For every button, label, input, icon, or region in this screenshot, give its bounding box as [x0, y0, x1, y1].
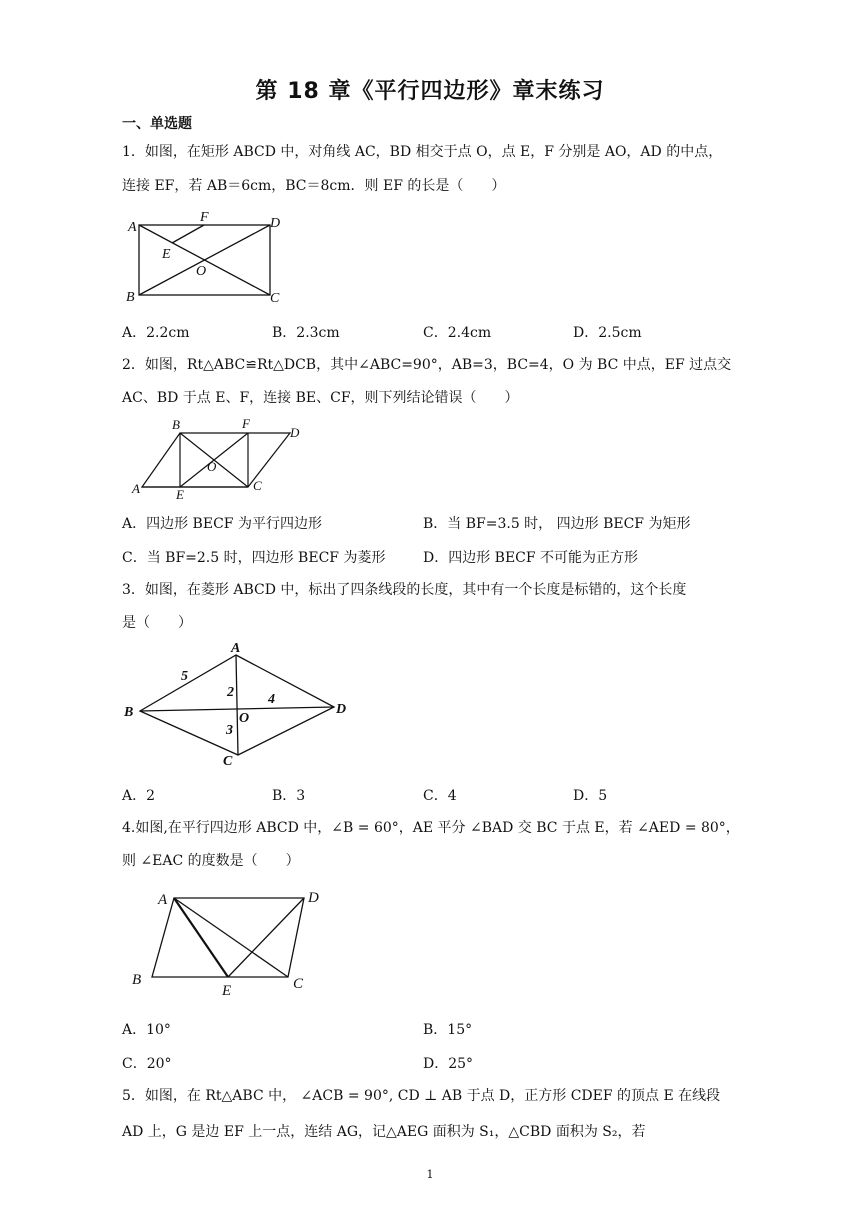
q3-text-line2: 是（ ） [122, 615, 192, 631]
q3-length-4: 4 [268, 692, 275, 707]
q3-length-3: 3 [226, 723, 233, 738]
q1-text-line1: 1．如图，在矩形 ABCD 中，对角线 AC，BD 相交于点 O，点 E，F 分别是 AO，AD 的中点， [122, 144, 723, 160]
q1-segment-ef [172, 225, 204, 243]
q4-option-a: A．10° [122, 1022, 171, 1038]
q4-segment-ac [174, 898, 288, 977]
q1-rectangle-figure [122, 205, 292, 305]
q1-label-o: O [196, 264, 207, 279]
q4-label-b: B [132, 972, 142, 988]
q2-option-c: C．当 BF=2.5 时，四边形 BECF 为菱形 [122, 550, 386, 566]
q2-label-f: F [242, 416, 250, 431]
page-number: 1 [426, 1168, 434, 1181]
q4-label-c: C [293, 976, 304, 992]
q1-label-c: C [270, 291, 280, 305]
q1-label-f: F [200, 210, 209, 225]
q4-label-a: A [158, 892, 168, 908]
q4-segment-ed [228, 898, 304, 977]
q4-outline [152, 898, 304, 977]
q3-label-o: O [239, 711, 250, 726]
q3-option-d: D．5 [573, 788, 608, 804]
q1-label-a: A [128, 220, 137, 235]
q2-parallelogram-figure [122, 415, 312, 505]
q2-label-b: B [172, 417, 180, 432]
q1-option-d: D．2.5cm [573, 325, 642, 341]
q2-option-b: B．当 BF=3.5 时， 四边形 BECF 为矩形 [423, 516, 691, 532]
q5-text-line1: 5．如图，在 Rt△ABC 中， ∠ACB = 90°, CD ⊥ AB 于点 D，正方形 CDEF 的顶点 E 在线段 [122, 1088, 721, 1104]
q3-label-d: D [336, 702, 347, 717]
q4-text-line2: 则 ∠EAC 的度数是（ ） [122, 853, 300, 869]
q4-label-e: E [222, 983, 232, 999]
q2-text-line1: 2．如图，Rt△ABC≌Rt△DCB，其中∠ABC=90°，AB=3，BC=4，O 为 BC 中点，EF 过点交 [122, 357, 732, 373]
q1-option-c: C．2.4cm [423, 325, 492, 341]
q2-label-c: C [253, 478, 262, 493]
q3-option-b: B．3 [272, 788, 306, 804]
q3-option-c: C．4 [423, 788, 457, 804]
q3-length-2: 2 [227, 685, 234, 700]
q1-text-line2: 连接 EF，若 AB＝6cm，BC＝8cm．则 EF 的长是（ ） [122, 178, 506, 194]
q2-text-line2: AC、BD 于点 E、F，连接 BE、CF，则下列结论错误（ ） [122, 390, 519, 406]
q4-label-d: D [308, 890, 319, 906]
q3-text-line1: 3．如图，在菱形 ABCD 中，标出了四条线段的长度，其中有一个长度是标错的，这个长度 [122, 582, 687, 598]
q1-label-e: E [162, 247, 171, 262]
q2-label-a: A [132, 481, 140, 496]
q2-label-e: E [176, 487, 184, 502]
page-title: 第 18 章《平行四边形》章末练习 [255, 79, 605, 104]
q3-option-a: A．2 [122, 788, 156, 804]
q2-label-d: D [290, 425, 300, 440]
q4-option-d: D．25° [423, 1056, 474, 1072]
q3-label-b: B [124, 705, 134, 720]
q5-text-line2: AD 上，G 是边 EF 上一点，连结 AG，记△AEG 面积为 S₁，△CBD 面积为 S₂，若 [122, 1124, 646, 1140]
q3-length-5: 5 [181, 669, 188, 684]
q2-option-a: A．四边形 BECF 为平行四边形 [122, 516, 322, 532]
q4-text-line1: 4.如图,在平行四边形 ABCD 中，∠B = 60°，AE 平分 ∠BAD 交 BC 于点 E，若 ∠AED = 80°， [122, 820, 740, 836]
q1-option-b: B．2.3cm [272, 325, 340, 341]
section-heading: 一、单选题 [122, 116, 192, 132]
q4-option-c: C．20° [122, 1056, 172, 1072]
q4-option-b: B．15° [423, 1022, 473, 1038]
q4-segment-ae [174, 898, 228, 977]
q2-option-d: D．四边形 BECF 不可能为正方形 [423, 550, 639, 566]
q4-parallelogram-figure [122, 882, 332, 1002]
q3-label-a: A [231, 643, 241, 656]
q1-option-a: A．2.2cm [122, 325, 190, 341]
q1-label-d: D [270, 216, 281, 231]
q3-label-c: C [223, 754, 233, 769]
q1-label-b: B [126, 290, 135, 305]
q2-label-o: O [207, 459, 217, 474]
q3-rhombus-figure [118, 643, 358, 773]
